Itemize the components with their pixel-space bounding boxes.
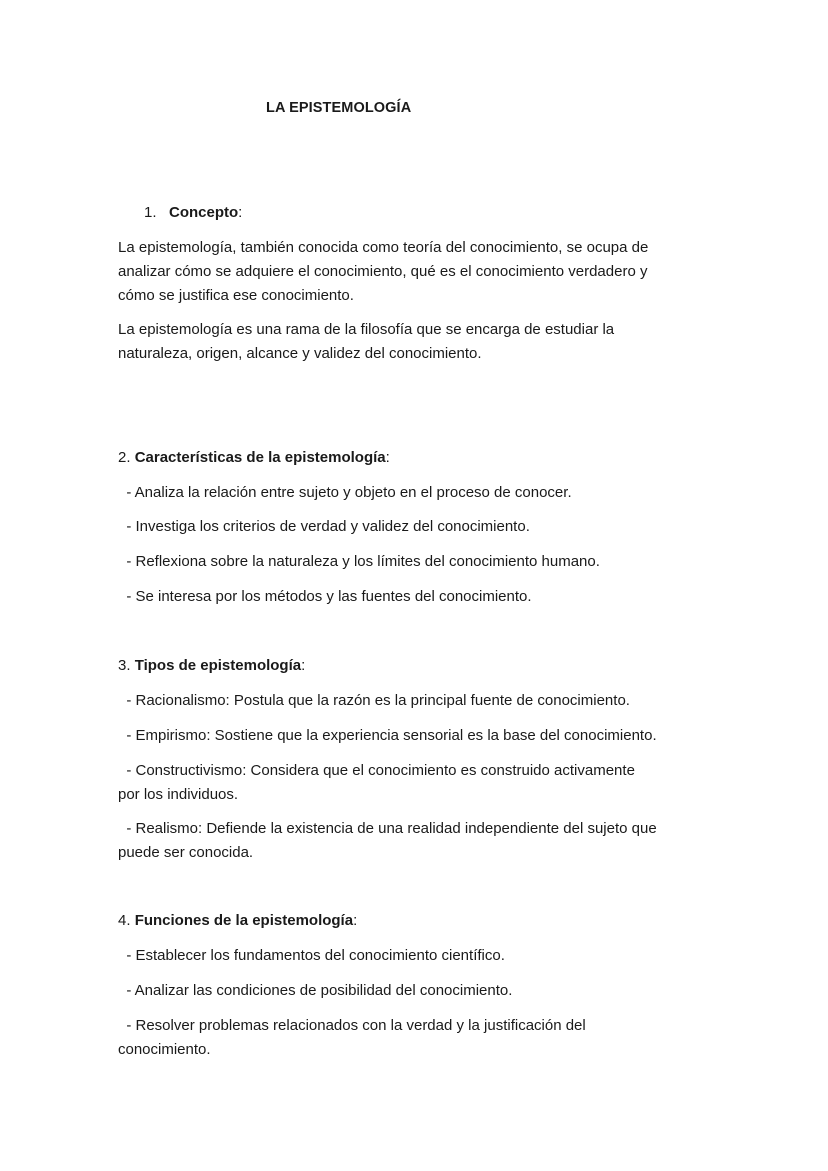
section-heading-caracteristicas — [118, 446, 390, 470]
section-heading-funciones — [118, 909, 357, 933]
list-item: - Se interesa por los métodos y las fuentes del conocimiento. — [118, 588, 532, 605]
section-heading-tipos — [118, 654, 305, 678]
section-colon: : — [238, 204, 243, 221]
section-number: 4. — [118, 912, 131, 929]
section-label: Tipos de epistemología — [134, 657, 302, 674]
list-item: - Investiga los criterios de verdad y validez del conocimiento. — [118, 518, 530, 535]
paragraph-line: cómo se justifica ese conocimiento. — [118, 287, 354, 304]
list-item-continuation: conocimiento. — [118, 1041, 211, 1058]
list-item: - Analizar las condiciones de posibilidad del conocimiento. — [118, 982, 513, 999]
section-label: Funciones de la epistemología — [134, 912, 354, 929]
list-item: - Reflexiona sobre la naturaleza y los límites del conocimiento humano. — [118, 553, 600, 570]
list-item: - Racionalismo: Postula que la razón es la principal fuente de conocimiento. — [118, 692, 630, 709]
paragraph-line: analizar cómo se adquiere el conocimiento, qué es el conocimiento verdadero y — [118, 263, 648, 280]
section-label: Concepto — [169, 204, 239, 221]
section-label: Características de la epistemología — [134, 449, 386, 466]
section-colon: : — [301, 657, 306, 674]
list-item: - Empirismo: Sostiene que la experiencia sensorial es la base del conocimiento. — [118, 727, 657, 744]
paragraph-line: La epistemología es una rama de la filosofía que se encarga de estudiar la — [118, 321, 615, 338]
section-number: 1. — [144, 204, 157, 221]
list-item-continuation: puede ser conocida. — [118, 844, 254, 861]
list-item: - Constructivismo: Considera que el conocimiento es construido activamente — [118, 762, 635, 779]
list-item: - Analiza la relación entre sujeto y objeto en el proceso de conocer. — [118, 484, 572, 501]
section-colon: : — [385, 449, 390, 466]
list-item: - Realismo: Defiende la existencia de una realidad independiente del sujeto que — [118, 820, 657, 837]
list-item: - Resolver problemas relacionados con la verdad y la justificación del — [118, 1017, 586, 1034]
section-number: 2. — [118, 449, 131, 466]
list-item: - Establecer los fundamentos del conocimiento científico. — [118, 947, 505, 964]
paragraph-line: naturaleza, origen, alcance y validez del conocimiento. — [118, 345, 482, 362]
section-heading-concepto — [144, 201, 242, 225]
paragraph-line: La epistemología, también conocida como teoría del conocimiento, se ocupa de — [118, 239, 649, 256]
list-item-continuation: por los individuos. — [118, 786, 239, 803]
section-number: 3. — [118, 657, 131, 674]
section-colon: : — [353, 912, 358, 929]
document-title: LA EPISTEMOLOGÍA — [266, 100, 412, 116]
